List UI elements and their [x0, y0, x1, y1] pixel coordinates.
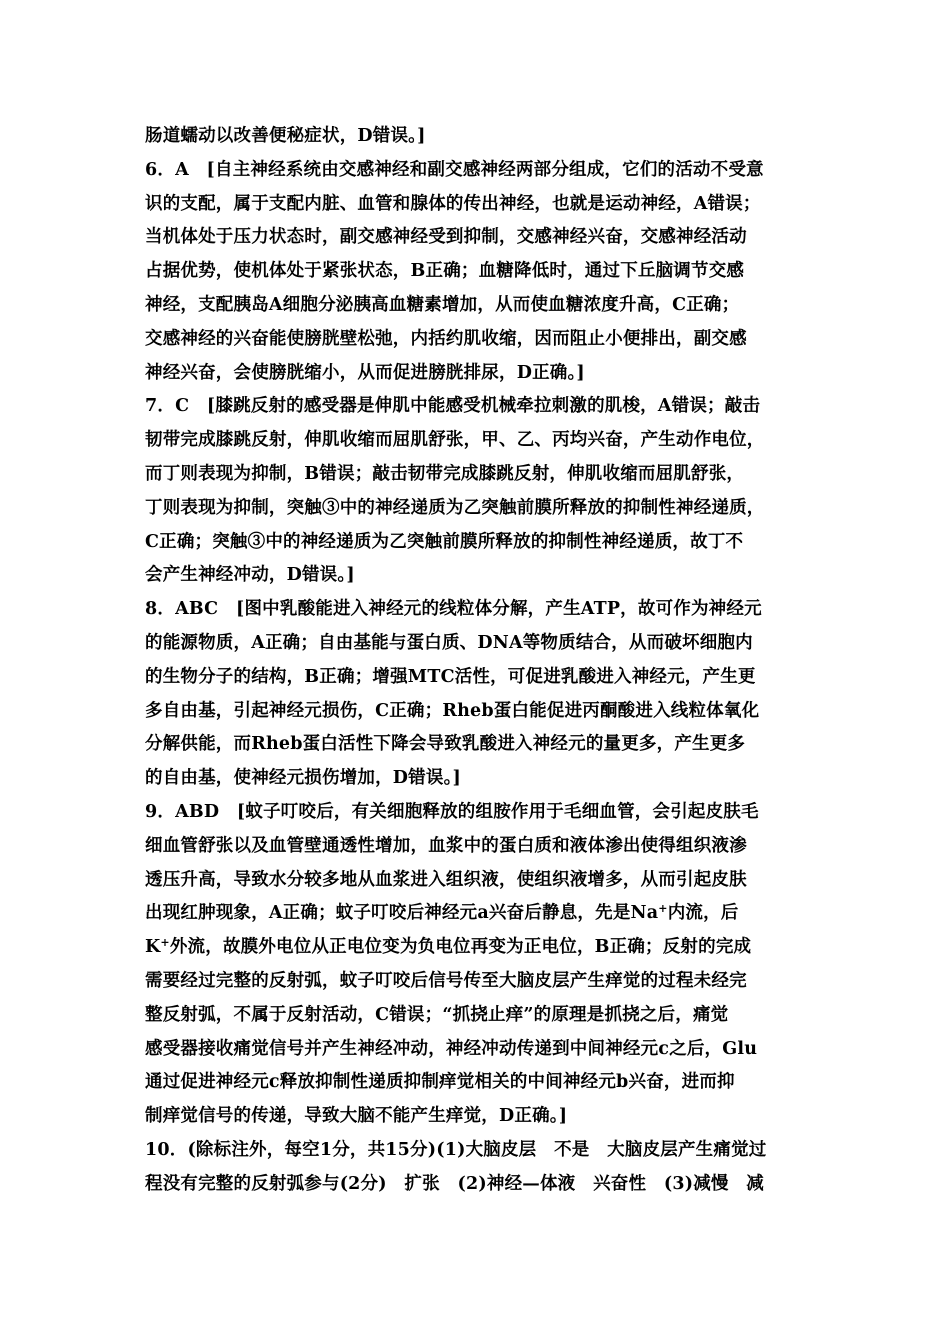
text-line: 程没有完整的反射弧参与(2分) 扩张 (2)神经—体液 兴奋性 (3)减慢 减 [145, 1173, 765, 1194]
text-line: 的能源物质，A正确；自由基能与蛋白质、DNA等物质结合，从而破坏细胞内 [145, 632, 753, 653]
text-line: 通过促进神经元c释放抑制性递质抑制痒觉相关的中间神经元b兴奋，进而抑 [145, 1072, 735, 1093]
text-line: 透压升高，导致水分较多地从血浆进入组织液，使组织液增多，从而引起皮肤 [145, 869, 747, 890]
text-line: 肠道蠕动以改善便秘症状，D错误。] [145, 126, 426, 146]
text-line: 9．ABD [蚊子叮咬后，有关细胞释放的组胺作用于毛细血管，会引起皮肤毛 [145, 801, 759, 822]
text-line: 需要经过完整的反射弧，蚊子叮咬后信号传至大脑皮层产生痒觉的过程未经完 [145, 970, 747, 991]
na-text: 出现红肿现象，A正确；蚊子叮咬后神经元a兴奋后静息，先是Na [145, 903, 659, 924]
k-tail: 外流，故膜外电位从正电位变为负电位再变为正电位，B正确；反射的完成 [169, 937, 752, 958]
text-line: 8．ABC [图中乳酸能进入神经元的线粒体分解，产生ATP，故可作为神经元 [145, 599, 762, 620]
text-line: 的生物分子的结构，B正确；增强MTC活性，可促进乳酸进入神经元，产生更 [145, 666, 756, 687]
k-text: K [145, 937, 161, 958]
text-line: 识的支配，属于支配内脏、血管和腺体的传出神经，也就是运动神经，A错误； [145, 193, 761, 214]
text-line: 丁则表现为抑制，突触③中的神经递质为乙突触前膜所释放的抑制性神经递质， [145, 497, 765, 518]
text-line: 韧带完成膝跳反射，伸肌收缩而屈肌舒张，甲、乙、丙均兴奋，产生动作电位， [145, 430, 765, 451]
text-line: 交感神经的兴奋能使膀胱壁松弛，内括约肌收缩，因而阻止小便排出，副交感 [145, 328, 747, 349]
text-line: 10．(除标注外，每空1分，共15分)(1)大脑皮层 不是 大脑皮层产生痛觉过 [145, 1139, 767, 1160]
text-line: 6．A [自主神经系统由交感神经和副交感神经两部分组成，它们的活动不受意 [145, 159, 764, 180]
text-line: 感受器接收痛觉信号并产生神经冲动，神经冲动传递到中间神经元c之后，Glu [145, 1038, 758, 1059]
text-line: 神经，支配胰岛A细胞分泌胰高血糖素增加，从而使血糖浓度升高，C正确； [145, 294, 740, 315]
text-line: 的自由基，使神经元损伤增加，D错误。] [145, 768, 462, 789]
text-line: 会产生神经冲动，D错误。] [145, 565, 355, 586]
text-line: 而丁则表现为抑制，B错误；敲击韧带完成膝跳反射，伸肌收缩而屈肌舒张， [145, 463, 745, 484]
na-tail: 内流，后 [667, 903, 739, 924]
answer-text [145, 120, 810, 1202]
text-line-k [145, 931, 810, 965]
text-line: 7．C [膝跳反射的感受器是伸肌中能感受机械牵拉刺激的肌梭，A错误；敲击 [145, 396, 761, 417]
text-line: 当机体处于压力状态时，副交感神经受到抑制，交感神经兴奋，交感神经活动 [145, 227, 747, 248]
text-line: 神经兴奋，会使膀胱缩小，从而促进膀胱排尿，D正确。] [145, 362, 585, 383]
text-line: 制痒觉信号的传递，导致大脑不能产生痒觉，D正确。] [145, 1106, 568, 1127]
na-superscript: + [658, 902, 668, 916]
text-line: 整反射弧，不属于反射活动，C错误；“抓挠止痒”的原理是抓挠之后，痛觉 [145, 1004, 729, 1025]
text-line: C正确；突触③中的神经递质为乙突触前膜所释放的抑制性神经递质，故丁不 [145, 531, 744, 552]
text-line: 占据优势，使机体处于紧张状态，B正确；血糖降低时，通过下丘脑调节交感 [145, 261, 745, 282]
k-superscript: + [160, 936, 170, 950]
text-line: 细血管舒张以及血管壁通透性增加，血浆中的蛋白质和液体渗出使得组织液渗 [145, 835, 747, 856]
text-line-na [145, 897, 810, 931]
text-line: 多自由基，引起神经元损伤，C正确；Rheb蛋白能促进丙酮酸进入线粒体氧化 [145, 700, 760, 721]
text-line: 分解供能，而Rheb蛋白活性下降会导致乳酸进入神经元的量更多，产生更多 [145, 734, 746, 755]
